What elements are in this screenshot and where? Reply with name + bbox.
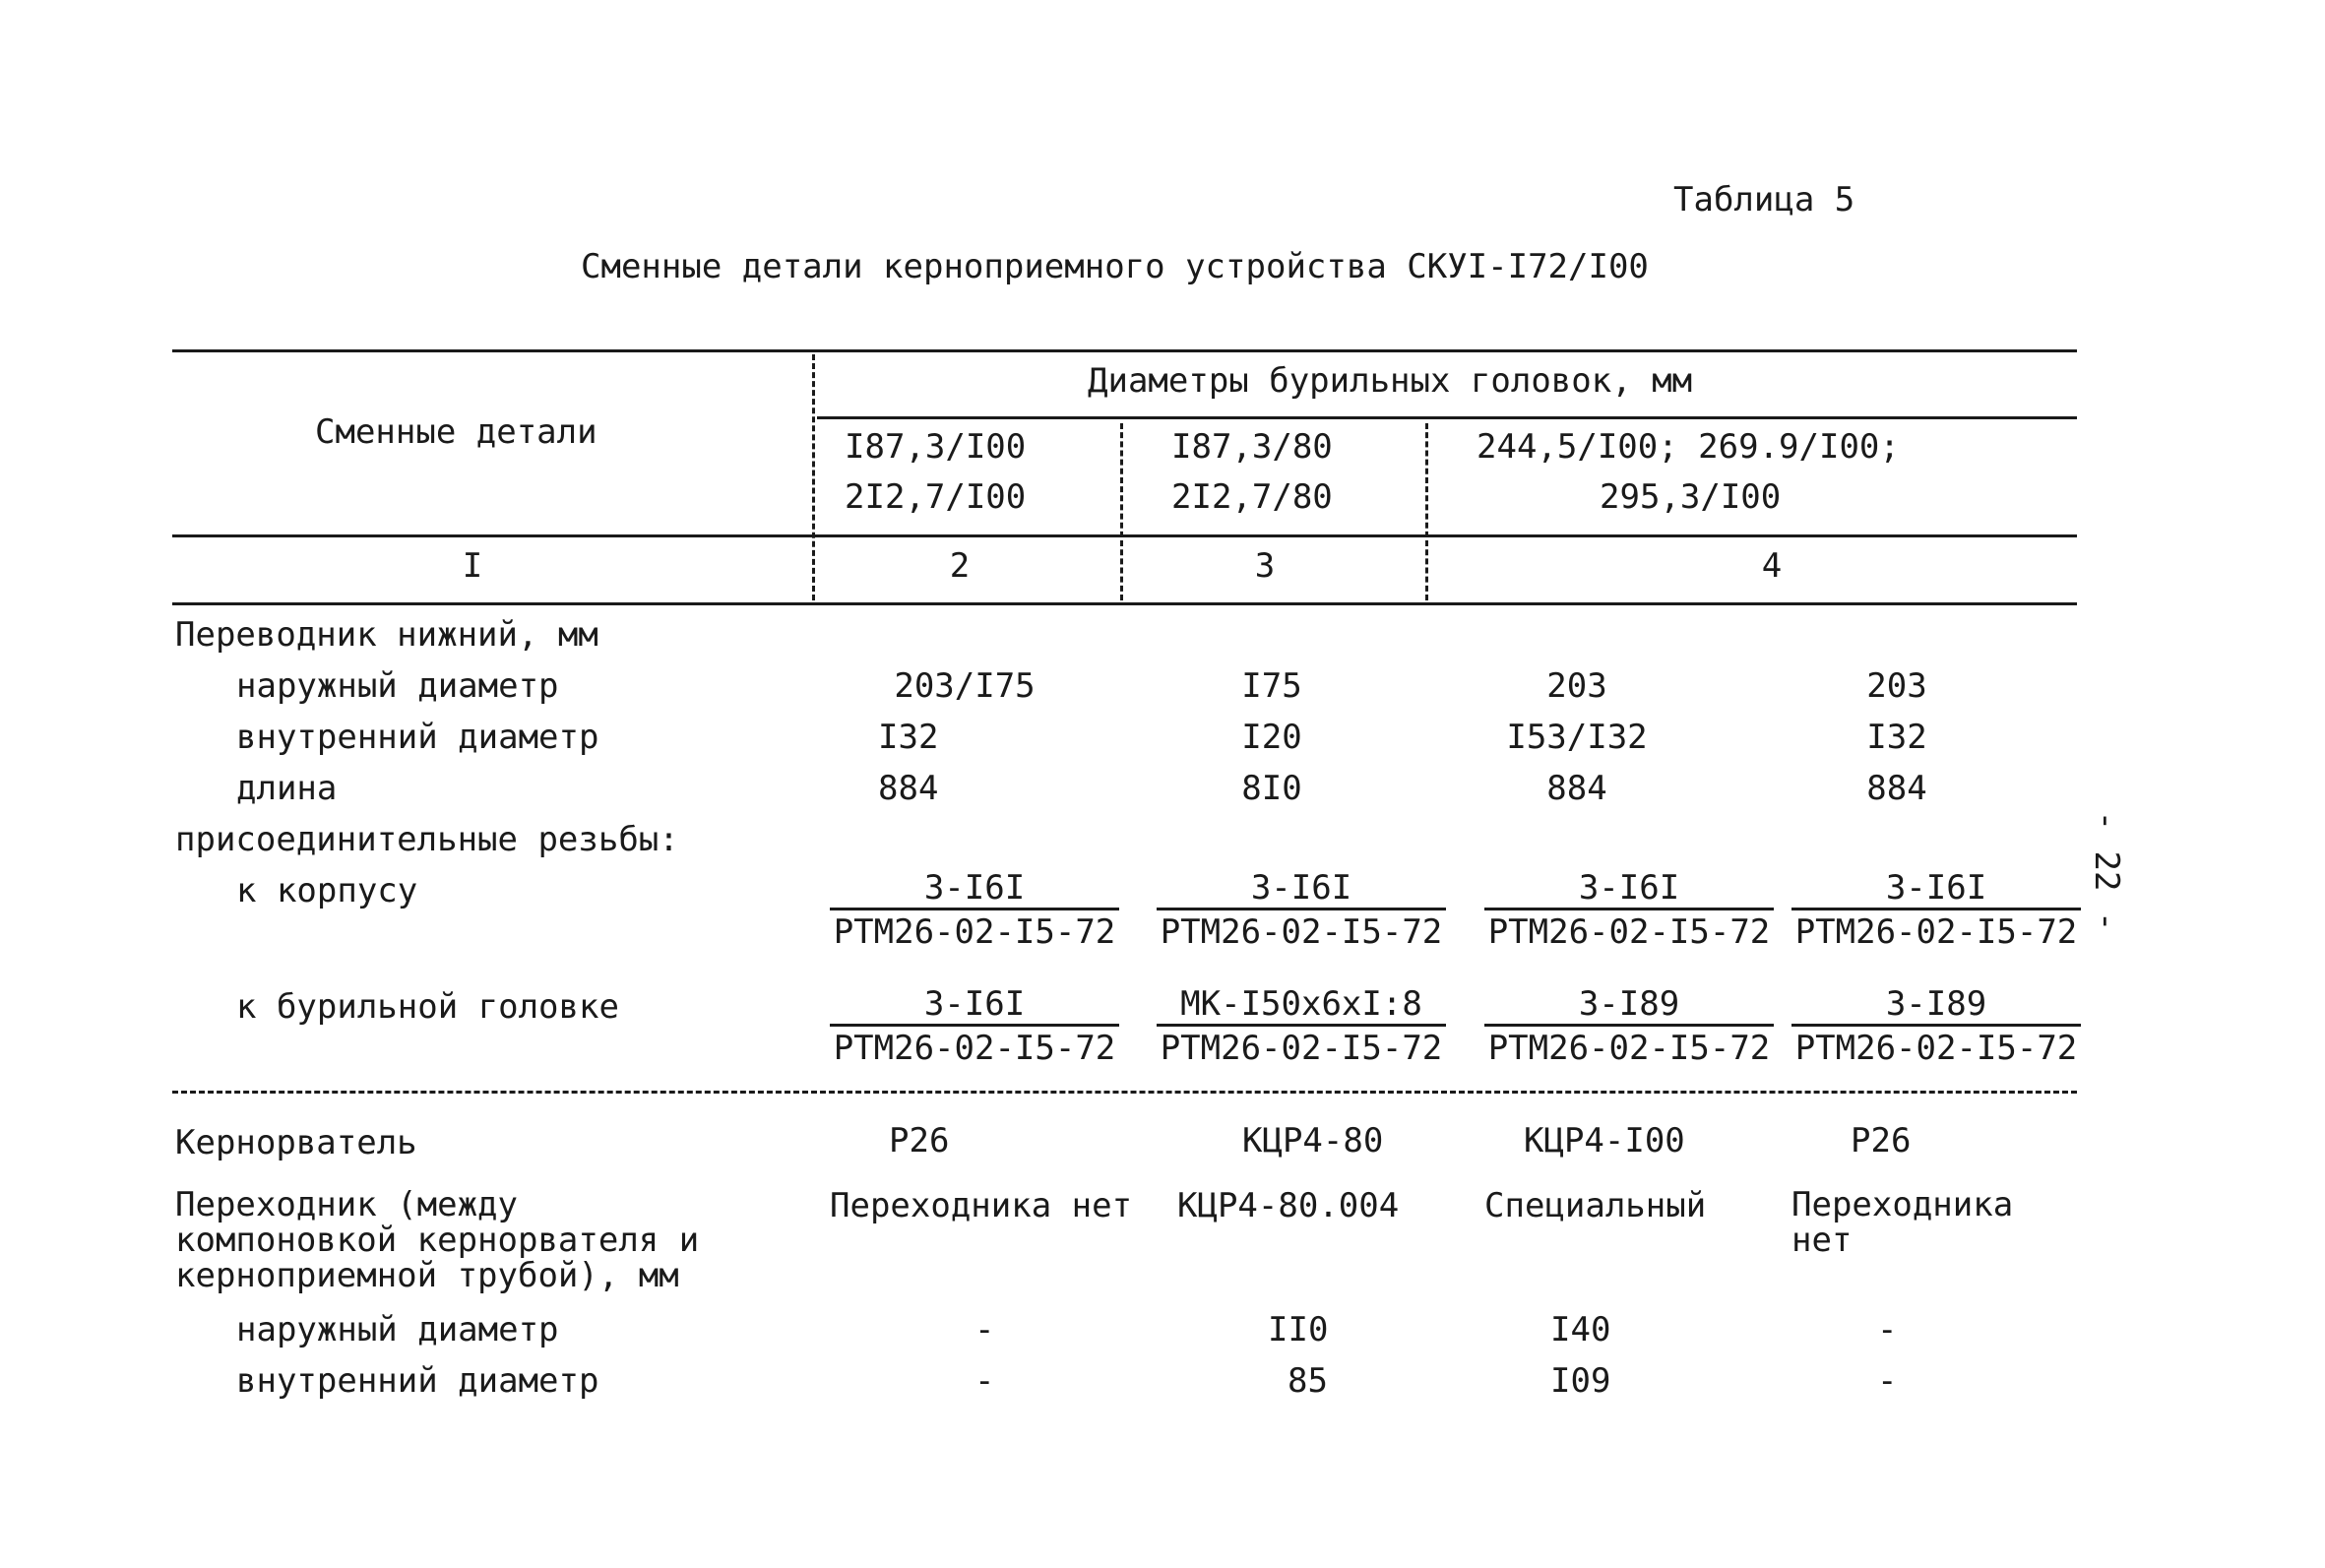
numbers-bottom-rule xyxy=(172,602,2077,605)
table-cell: - xyxy=(974,1310,995,1349)
table-cell: Специальный xyxy=(1484,1186,1707,1225)
thread-denominator: РТМ26-02-I5-72 xyxy=(833,912,1116,952)
thread-fraction xyxy=(830,868,1119,950)
table-cell: Переходника нет xyxy=(1791,1185,2014,1260)
table-cell: 884 xyxy=(878,769,939,808)
row-header: Сменные детали xyxy=(315,412,597,452)
header-separator-3 xyxy=(1425,423,1428,600)
table-cell: КЦР4-80.004 xyxy=(1177,1186,1400,1225)
table-cell: II0 xyxy=(1268,1310,1329,1349)
thread-denominator: РТМ26-02-I5-72 xyxy=(1487,912,1771,952)
thread-denominator: РТМ26-02-I5-72 xyxy=(833,1029,1116,1068)
table-cell: 203 xyxy=(1866,666,1927,706)
thread-denominator: РТМ26-02-I5-72 xyxy=(1794,1029,2078,1068)
threads-title: присоединительные резьбы: xyxy=(175,820,679,859)
section-divider xyxy=(172,1091,2077,1094)
row-label-perehodnik: Переходник (между компоновкой кернорвателя и керноприемной трубой), мм xyxy=(175,1185,700,1295)
thread-denominator: РТМ26-02-I5-72 xyxy=(1160,1029,1443,1068)
col4-header-line1: 244,5/I00; 269.9/I00; xyxy=(1477,427,1900,467)
table-cell: I53/I32 xyxy=(1506,718,1648,757)
thread-numerator: МК-I50x6xI:8 xyxy=(1157,984,1446,1027)
row-label: к корпусу xyxy=(236,871,418,910)
row-label: наружный диаметр xyxy=(236,1310,559,1349)
thread-numerator: З-I89 xyxy=(1791,984,2081,1027)
table-title: Сменные детали керноприемного устройства СКУI-I72/I00 xyxy=(581,247,1649,286)
thread-fraction xyxy=(1157,868,1446,950)
section-title-perevodnik: Переводник нижний, мм xyxy=(175,615,598,655)
thread-numerator: З-I6I xyxy=(1791,868,2081,910)
thread-numerator: З-I6I xyxy=(1157,868,1446,910)
thread-fraction xyxy=(830,984,1119,1066)
table-cell: I09 xyxy=(1550,1361,1611,1401)
header-separator-2 xyxy=(1120,423,1123,600)
col-number-3: 3 xyxy=(1254,546,1276,586)
thread-numerator: З-I6I xyxy=(830,984,1119,1027)
col3-header-line1: I87,3/80 xyxy=(1171,427,1333,467)
group-header-rule xyxy=(817,416,2077,419)
table-cell: Р26 xyxy=(889,1121,950,1160)
table-cell: - xyxy=(1877,1310,1898,1349)
table-cell: I75 xyxy=(1241,666,1302,706)
table-cell: 203/I75 xyxy=(894,666,1036,706)
col-number-1: I xyxy=(462,546,483,586)
table-label: Таблица 5 xyxy=(1673,180,1855,220)
thread-fraction xyxy=(1484,984,1774,1066)
row-label: внутренний диаметр xyxy=(236,718,599,757)
table-cell: 884 xyxy=(1866,769,1927,808)
table-cell: КЦР4-I00 xyxy=(1524,1121,1685,1160)
table-cell: 85 xyxy=(1288,1361,1328,1401)
col-number-4: 4 xyxy=(1761,546,1783,586)
table-cell: I32 xyxy=(878,718,939,757)
table-cell: I20 xyxy=(1241,718,1302,757)
table-cell: 884 xyxy=(1546,769,1607,808)
col3-header-line2: 2I2,7/80 xyxy=(1171,477,1333,517)
thread-fraction xyxy=(1484,868,1774,950)
col-number-2: 2 xyxy=(949,546,971,586)
table-cell: Р26 xyxy=(1851,1121,1912,1160)
page-number: - 22 - xyxy=(2087,810,2126,932)
table-top-rule xyxy=(172,349,2077,352)
thread-fraction xyxy=(1791,984,2081,1066)
row-label: к бурильной головке xyxy=(236,987,619,1027)
thread-denominator: РТМ26-02-I5-72 xyxy=(1794,912,2078,952)
col2-header-line1: I87,3/I00 xyxy=(845,427,1027,467)
table-cell: - xyxy=(974,1361,995,1401)
col4-header-line2: 295,3/I00 xyxy=(1600,477,1782,517)
col2-header-line2: 2I2,7/I00 xyxy=(845,477,1027,517)
row-label: длина xyxy=(236,769,338,808)
group-header: Диаметры бурильных головок, мм xyxy=(1088,361,1693,401)
table-cell: - xyxy=(1877,1361,1898,1401)
thread-fraction xyxy=(1791,868,2081,950)
thread-numerator: З-I89 xyxy=(1484,984,1774,1027)
table-cell: КЦР4-80 xyxy=(1242,1121,1384,1160)
table-cell: I32 xyxy=(1866,718,1927,757)
thread-numerator: З-I6I xyxy=(830,868,1119,910)
row-label: наружный диаметр xyxy=(236,666,559,706)
thread-fraction xyxy=(1157,984,1446,1066)
thread-numerator: З-I6I xyxy=(1484,868,1774,910)
header-bottom-rule xyxy=(172,534,2077,537)
thread-denominator: РТМ26-02-I5-72 xyxy=(1160,912,1443,952)
table-cell: Переходника нет xyxy=(830,1186,1133,1225)
table-cell: 203 xyxy=(1546,666,1607,706)
header-separator-1 xyxy=(812,354,815,600)
thread-denominator: РТМ26-02-I5-72 xyxy=(1487,1029,1771,1068)
table-cell: I40 xyxy=(1550,1310,1611,1349)
row-label-kernorvatel: Кернорватель xyxy=(175,1123,417,1162)
table-cell: 8I0 xyxy=(1241,769,1302,808)
row-label: внутренний диаметр xyxy=(236,1361,599,1401)
